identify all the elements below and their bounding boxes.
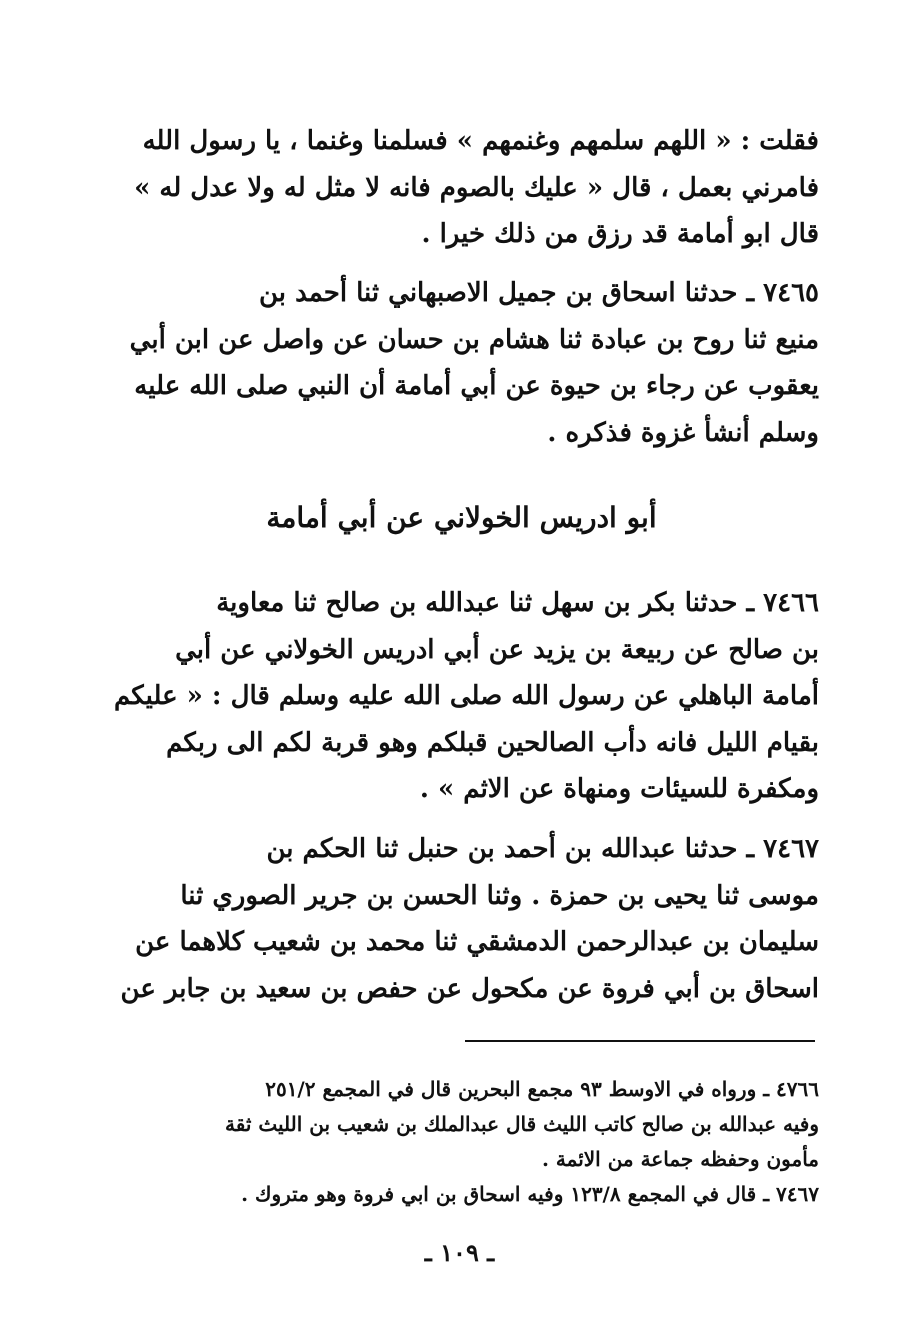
- page-number: ـ ١٠٩ ـ: [424, 1238, 495, 1267]
- hadith-7465: [104, 270, 819, 456]
- text-line: يعقوب عن رجاء بن حيوة عن أبي أمامة أن النبي صلى الله عليه: [134, 371, 819, 401]
- text-line: أمامة الباهلي عن رسول الله صلى الله عليه وسلم قال : « عليكم: [113, 681, 819, 711]
- text-line: قال ابو أمامة قد رزق من ذلك خيرا .: [421, 219, 819, 249]
- text-line: ٧٤٦٧ ـ حدثنا عبدالله بن أحمد بن حنبل ثنا الحكم بن: [266, 834, 819, 864]
- footnote-line: مأمون وحفظه جماعة من الائمة .: [541, 1147, 819, 1171]
- paragraph-continuation: [104, 118, 819, 258]
- hadith-7467: [104, 826, 819, 1012]
- text-line: بن صالح عن ربيعة بن يزيد عن أبي ادريس الخولاني عن أبي: [175, 634, 819, 665]
- text-line: ٧٤٦٥ ـ حدثنا اسحاق بن جميل الاصبهاني ثنا أحمد بن: [258, 278, 819, 308]
- text-line: ومكفرة للسيئات ومنهاة عن الاثم » .: [419, 774, 819, 804]
- footnote-line: وفيه عبدالله بن صالح كاتب الليث قال عبدالملك بن شعيب بن الليث ثقة: [225, 1112, 819, 1136]
- text-line: وسلم أنشأ غزوة فذكره .: [547, 417, 819, 448]
- text-line: سليمان بن عبدالرحمن الدمشقي ثنا محمد بن شعيب كلاهما عن: [135, 927, 819, 957]
- hadith-7466: [104, 580, 819, 813]
- footnote-line: ٧٤٦٧ ـ قال في المجمع ١٢٣/٨ وفيه اسحاق بن ابي فروة وهو متروك .: [241, 1182, 819, 1206]
- footnote-line: ٤٧٦٦ ـ ورواه في الاوسط ٩٣ مجمع البحرين قال في المجمع ٢٥١/٢: [265, 1077, 819, 1101]
- text-line: موسى ثنا يحيى بن حمزة . وثنا الحسن بن جرير الصوري ثنا: [180, 880, 819, 911]
- text-line: ٧٤٦٦ ـ حدثنا بكر بن سهل ثنا عبدالله بن صالح ثنا معاوية: [216, 588, 819, 618]
- text-line: فقلت : « اللهم سلمهم وغنمهم » فسلمنا وغنما ، يا رسول الله: [142, 126, 819, 156]
- text-line: فامرني بعمل ، قال « عليك بالصوم فانه لا مثل له ولا عدل له »: [134, 172, 819, 203]
- text-line: اسحاق بن أبي فروة عن مكحول عن حفص بن سعيد بن جابر عن: [120, 973, 819, 1004]
- footnote-divider: [465, 1040, 815, 1042]
- text-line: بقيام الليل فانه دأب الصالحين قبلكم وهو قربة لكم الى ربكم: [166, 727, 819, 758]
- section-heading: أبو ادريس الخولاني عن أبي أمامة: [266, 501, 657, 534]
- text-line: منيع ثنا روح بن عبادة ثنا هشام بن حسان عن واصل عن ابن أبي: [129, 324, 819, 355]
- footnotes: [104, 1072, 819, 1212]
